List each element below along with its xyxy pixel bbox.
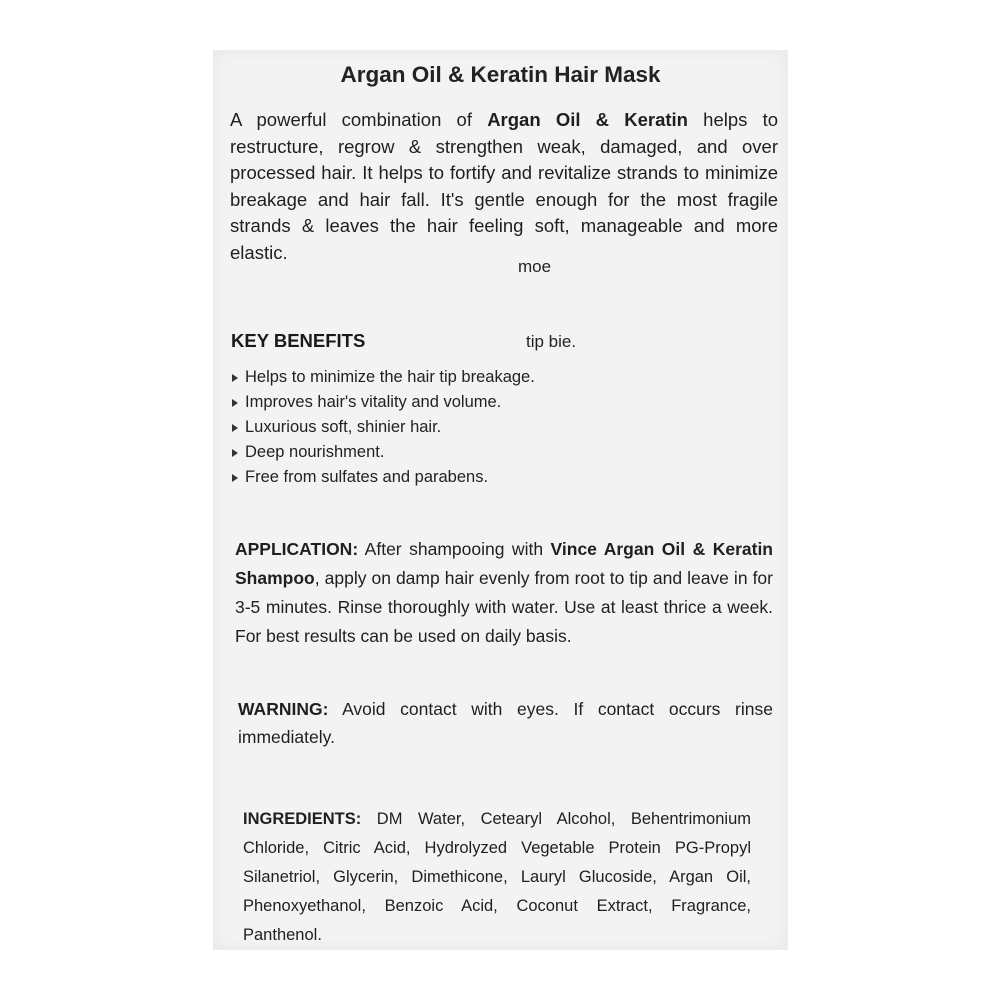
- warning-section: [238, 695, 773, 751]
- intro-text-post: helps to restructure, regrow & strengthen weak, damaged, and over processed hair. It helps to fortify and revitalize strands to minimize breakage and hair fall. It's gentle enough for the most fragile strands & leaves the hair feeling soft, manageable and more elastic.: [230, 109, 778, 263]
- application-section: [235, 535, 773, 651]
- warning-label: WARNING:: [238, 699, 329, 719]
- ingredients-section: [243, 805, 751, 950]
- ingredients-label: INGREDIENTS:: [243, 810, 362, 828]
- intro-paragraph: [230, 107, 778, 266]
- benefit-item: Improves hair's vitality and volume.: [231, 390, 535, 415]
- intro-text-pre: A powerful combination of: [230, 109, 488, 130]
- benefit-item: Free from sulfates and parabens.: [231, 465, 535, 490]
- key-benefits-heading: KEY BENEFITS: [231, 330, 366, 351]
- application-product: Vince Argan Oil & Keratin Shampoo: [235, 539, 773, 588]
- warning-text: Avoid contact with eyes. If contact occurs rinse immediately.: [238, 699, 773, 747]
- benefit-item: Luxurious soft, shinier hair.: [231, 415, 535, 440]
- benefit-item: Deep nourishment.: [231, 440, 535, 465]
- application-text-2: , apply on damp hair evenly from root to tip and leave in for 3-5 minutes. Rinse thoroughly with water. Use at least thrice a week. For best results can be used on daily basis.: [235, 568, 773, 646]
- product-title: Argan Oil & Keratin Hair Mask: [340, 62, 661, 87]
- intro-text-bold: Argan Oil & Keratin: [487, 109, 688, 130]
- application-label: APPLICATION:: [235, 539, 359, 559]
- stray-text-1: moe: [518, 257, 552, 276]
- benefit-item: Helps to minimize the hair tip breakage.: [231, 365, 535, 390]
- stray-text-2: tip bie.: [526, 332, 577, 351]
- ingredients-text: DM Water, Cetearyl Alcohol, Behentrimonium Chloride, Citric Acid, Hydrolyzed Vegetable Protein PG-Propyl Silanetriol, Glycerin, Dimethicone, Lauryl Glucoside, Argan Oil, Phenoxyethanol, Benzoic Acid, Coconut Extract, Fragrance, Panthenol.: [243, 810, 751, 944]
- product-label: [213, 50, 788, 950]
- application-text-1: After shampooing with: [358, 539, 551, 559]
- key-benefits-list: [231, 365, 535, 490]
